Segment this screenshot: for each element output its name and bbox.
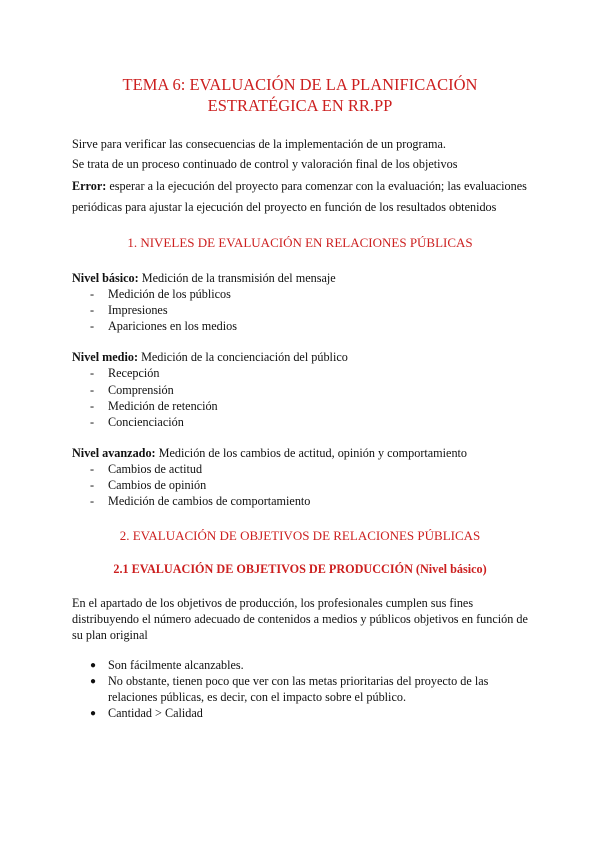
paragraph-line: En el apartado de los objetivos de producción, los profesionales cumplen sus fines bbox=[72, 596, 474, 610]
intro-line-1: Sirve para verificar las consecuencias de la implementación de un programa. bbox=[72, 137, 446, 151]
dash-glyph: - bbox=[90, 494, 95, 508]
dash-glyph: - bbox=[90, 415, 95, 429]
level-basic-label: Nivel básico: bbox=[72, 271, 139, 285]
bullet-item: Son fácilmente alcanzables. bbox=[108, 658, 244, 672]
list-item: Recepción bbox=[108, 366, 160, 380]
list-item: Concienciación bbox=[108, 415, 184, 429]
bullet-icon: ● bbox=[90, 708, 97, 719]
level-medium bbox=[72, 350, 542, 365]
dash-glyph: - bbox=[90, 462, 95, 476]
intro-line-2: Se trata de un proceso continuado de control y valoración final de los objetivos bbox=[72, 157, 458, 171]
dash-glyph: - bbox=[90, 319, 95, 333]
error-text: esperar a la ejecución del proyecto para comenzar con la evaluación; las evaluaciones bbox=[106, 179, 527, 193]
intro-error bbox=[72, 179, 542, 194]
dash-glyph: - bbox=[90, 287, 95, 301]
level-advanced-label: Nivel avanzado: bbox=[72, 446, 156, 460]
error-label: Error: bbox=[72, 179, 107, 193]
bullet-item: Cantidad > Calidad bbox=[108, 706, 203, 720]
list-item: Cambios de opinión bbox=[108, 478, 207, 492]
level-advanced-text: Medición de los cambios de actitud, opinión y comportamiento bbox=[155, 446, 468, 460]
list-item: Medición de cambios de comportamiento bbox=[108, 494, 311, 508]
list-item: Comprensión bbox=[108, 383, 174, 397]
level-basic-text: Medición de la transmisión del mensaje bbox=[138, 271, 336, 285]
bullet-icon: ● bbox=[90, 676, 97, 687]
dash-glyph: - bbox=[90, 383, 95, 397]
section-2-1-heading: 2.1 EVALUACIÓN DE OBJETIVOS DE PRODUCCIÓN (Nivel básico) bbox=[113, 562, 487, 576]
bullet-item: No obstante, tienen poco que ver con las metas prioritarias del proyecto de las bbox=[108, 674, 489, 688]
title-line-2: ESTRATÉGICA EN RR.PP bbox=[207, 96, 393, 115]
paragraph-line: distribuyendo el número adecuado de contenidos a medios y públicos objetivos en función de bbox=[72, 612, 528, 626]
list-item: Medición de los públicos bbox=[108, 287, 231, 301]
bullet-icon: ● bbox=[90, 660, 97, 671]
bullet-item-continuation: relaciones públicas, es decir, con el impacto sobre el público. bbox=[108, 690, 406, 704]
section-1-heading: 1. NIVELES DE EVALUACIÓN EN RELACIONES PÚBLICAS bbox=[127, 235, 473, 250]
dash-glyph: - bbox=[90, 478, 95, 492]
list-item: Apariciones en los medios bbox=[108, 319, 237, 333]
list-item: Impresiones bbox=[108, 303, 168, 317]
level-advanced bbox=[72, 446, 542, 461]
level-medium-label: Nivel medio: bbox=[72, 350, 139, 364]
title-line-1: TEMA 6: EVALUACIÓN DE LA PLANIFICACIÓN bbox=[122, 75, 478, 94]
list-item: Cambios de actitud bbox=[108, 462, 203, 476]
level-medium-text: Medición de la concienciación del público bbox=[138, 350, 348, 364]
list-item: Medición de retención bbox=[108, 399, 218, 413]
document-title bbox=[60, 74, 540, 116]
intro-line-4: periódicas para ajustar la ejecución del proyecto en función de los resultados obtenidos bbox=[72, 200, 497, 214]
dash-glyph: - bbox=[90, 303, 95, 317]
dash-glyph: - bbox=[90, 399, 95, 413]
paragraph-line: su plan original bbox=[72, 628, 148, 642]
section-2-heading: 2. EVALUACIÓN DE OBJETIVOS DE RELACIONES PÚBLICAS bbox=[119, 528, 481, 543]
level-basic bbox=[72, 271, 542, 286]
dash-glyph: - bbox=[90, 366, 95, 380]
